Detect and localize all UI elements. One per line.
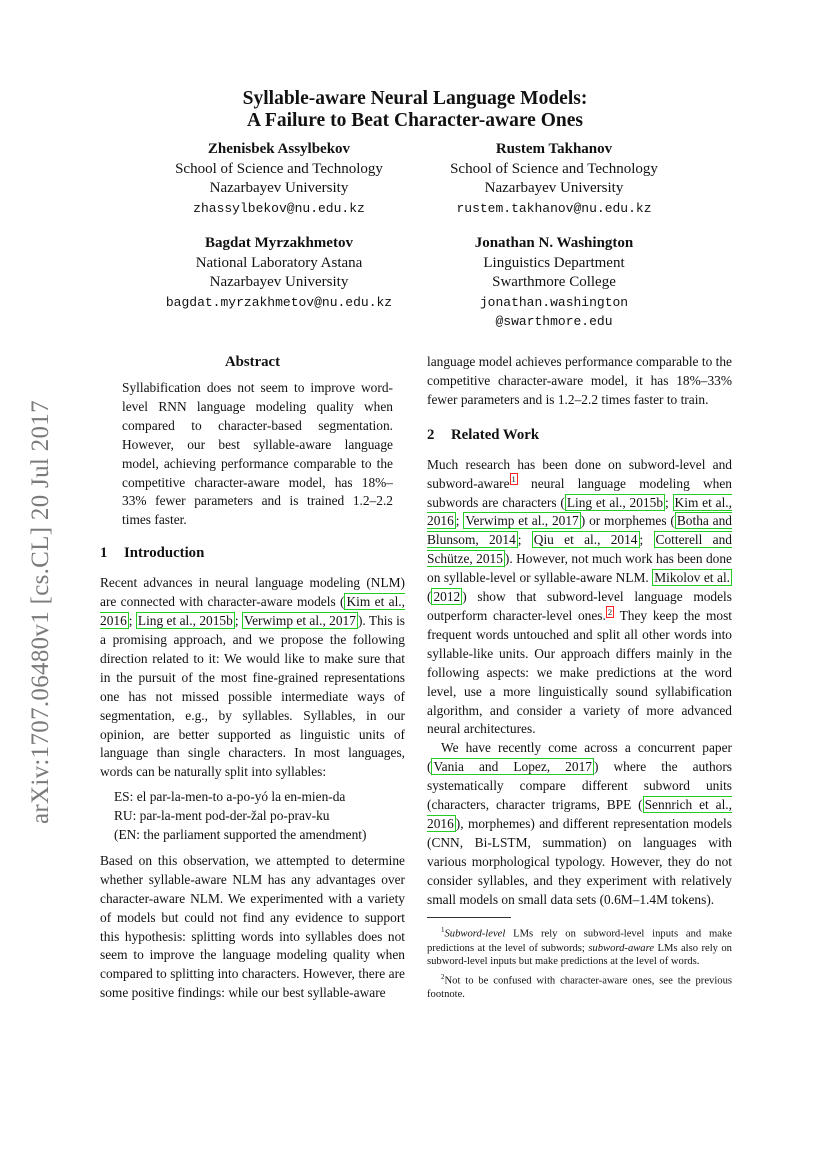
author-affiliation: Swarthmore College <box>492 274 616 290</box>
paper-title <box>100 88 730 132</box>
author-block-3 <box>130 234 428 312</box>
text-run: ), morphemes) and different representation models (CNN, Bi-LSTM, summation) on languages with various morphological typology. However, they do not consider syllables, and they experiment with relatively small models on small data sets (0.6M–1.4M tokens). <box>427 815 732 907</box>
text-run: Recent advances in neural language modeling (NLM) are connected with character-aware models ( <box>100 575 405 610</box>
author-name: Zhenisbek Assylbekov <box>207 141 351 157</box>
citation-link[interactable]: Mikolov et al. <box>654 570 731 586</box>
right-column <box>427 353 732 1002</box>
text-run: ) or morphemes ( <box>580 513 675 529</box>
author-affiliation: National Laboratory Astana <box>195 254 363 271</box>
citation-link[interactable]: Vania and Lopez, 2017 <box>433 759 592 775</box>
author-name: Jonathan N. Washington <box>474 235 634 251</box>
left-column <box>100 352 405 1003</box>
footnote-2 <box>427 971 732 1002</box>
title-line-2: A Failure to Beat Character-aware Ones <box>247 110 583 131</box>
example-spanish: ES: el par-la-men-to a-po-yó la en-mien-da <box>114 789 346 805</box>
author-name: Rustem Takhanov <box>495 141 613 157</box>
citation-link[interactable]: Cotterell and Schütze, 2015 <box>427 532 732 567</box>
example-russian: RU: par-la-ment pod-der-žal po-prav-ku <box>114 808 330 824</box>
section-title: Introduction <box>124 545 205 562</box>
text-run: ). This is a promising approach, and we propose the following direction related to it: We would like to make sure that in the pursuit of the most fine-grained representations one has not missed possible intermediate ways of segmentation, e.g., by syllables. Syllables, in our opinion, are better supported as linguistic units of language than single characters. In most languages, words can be naturally split into syllables: <box>100 613 406 780</box>
arxiv-identifier-stamp: arXiv:1707.06480v1 [cs.CL] 20 Jul 2017 <box>27 400 54 824</box>
intro-paragraph-2: Based on this observation, we attempted to determine whether syllable-aware NLM has any advantages over character-aware NLM. We experimented with a variety of models but could not find any evidence to support this hypothesis: splitting words into syllables does not seem to improve the language modeling quality when compared to splitting into characters. However, there are some positive findings: while our best syllable-aware <box>100 852 405 1001</box>
abstract-body: Syllabification does not seem to improve word-level RNN language modeling quality when compared to character-based segmentation. However, our best syllable-aware language model, achieving performance comparable to the competitive character-aware model, has 18%–33% fewer parameters and is trained 1.2–2.2 times faster. <box>122 380 393 528</box>
intro-paragraph-2-continued: language model achieves performance comparable to the competitive character-aware model, it has 18%–33% fewer parameters and is 1.2–2.2 times faster to train. <box>427 354 732 407</box>
footnote-number: 2 <box>441 972 445 981</box>
author-affiliation: School of Science and Technology <box>175 160 383 177</box>
footnote-term: Subword-level <box>444 929 506 940</box>
citation-link[interactable]: Kim et al., 2016 <box>100 594 405 629</box>
related-paragraph-1: Much research has been done on subword-level and subword-aware $^1$ neural language modeling when subwords are characters ( Ling et al., 2015b ; Kim et al., 2016 ; Verwimp et al., 2017 ) or morphemes ( Botha and Blunsom, 2014 ; Qiu et al., 2014 ; Cotterell and Schütze, 2015 ). However, not much work has been done on syllable-level or syllable-aware NLM. Mikolov et al. ( 2012 ) show that subword-level language models outperform character-level ones. $^2$ They keep the most frequent words untouched and split all other words into syllable-like units. Our approach differs mainly in the following aspects: we make predictions at the word level, use a more linguistically sound syllabification algorithm, and consider a variety of more advanced neural architectures. <box>427 456 733 737</box>
abstract-heading: Abstract <box>224 354 281 370</box>
footnote-marker[interactable]: 2 <box>607 606 613 617</box>
title-line-1: Syllable-aware Neural Language Models: <box>242 88 588 109</box>
author-name: Bagdat Myrzakhmetov <box>205 235 353 251</box>
text-run: LMs also rely on subword-level inputs but make predictions at the level of words. <box>427 942 732 968</box>
author-affiliation: Nazarbayev University <box>484 180 624 196</box>
author-email[interactable]: rustem.takhanov@nu.edu.kz <box>456 200 652 216</box>
author-affiliation: Linguistics Department <box>483 254 625 271</box>
author-email-line-2[interactable]: @swarthmore.edu <box>495 314 613 329</box>
footnote-marker[interactable]: 1 <box>511 474 516 485</box>
footnote-term: subword-aware <box>588 942 655 954</box>
text-run: ) show that subword-level language models outperform character-level ones. <box>427 589 732 623</box>
author-block-2 <box>424 140 684 218</box>
section-number: 1 <box>100 545 108 562</box>
citation-link[interactable]: Ling et al., 2015b <box>566 494 664 510</box>
section-heading-related-work <box>427 425 732 445</box>
citation-link[interactable]: 2012 <box>433 589 461 605</box>
citation-link[interactable]: Verwimp et al., 2017 <box>465 513 579 529</box>
section-heading-introduction <box>100 543 405 563</box>
text-run: LMs rely on subword-level inputs and make predictions at the level of subwords; <box>427 929 732 954</box>
citation-link[interactable]: Botha and Blunsom, 2014 <box>427 513 733 548</box>
citation-link[interactable]: Qiu et al., 2014 <box>533 532 638 548</box>
author-affiliation: Nazarbayev University <box>209 180 349 196</box>
author-email-line-1[interactable]: jonathan.washington <box>479 294 629 310</box>
text-run: ). However, not much work has been done on syllable-level or syllable-aware NLM. <box>427 551 732 586</box>
text-run: ) where the authors systematically compare different subword units (characters, character trigrams, BPE ( <box>427 759 733 813</box>
text-run: ( <box>427 589 432 605</box>
author-email[interactable]: bagdat.myrzakhmetov@nu.edu.kz <box>165 294 393 310</box>
section-number: 2 <box>427 426 435 443</box>
text-run: Not to be confused with character-aware ones, see the previous footnote. <box>427 975 732 1000</box>
citation-link[interactable]: Sennrich et al., 2016 <box>427 797 732 831</box>
text-run: Much research has been done on subword-level and subword-aware <box>427 456 732 491</box>
author-affiliation: Nazarbayev University <box>209 274 349 290</box>
related-paragraph-2 <box>427 739 732 909</box>
text-run: They keep the most frequent words untouched and split all other words into syllable-like units. Our approach differs mainly in the following aspects: we make predictions at the word level, use a more linguistically sound syllabification algorithm, and consider a variety of more advanced neural architectures. <box>427 607 733 737</box>
footnote-number: 1 <box>441 926 445 935</box>
citation-link[interactable]: Ling et al., 2015b <box>137 613 233 629</box>
example-english: (EN: the parliament supported the amendment) <box>114 827 367 843</box>
intro-paragraph-1: Recent advances in neural language modeling (NLM) are connected with character-aware models ( Kim et al., 2016 ; Ling et al., 2015b ; Verwimp et al., 2017 ). This is a promising approach, and we propose the following direction related to it: We would like to make sure that in the pursuit of the most fine-grained representations one has not missed possible intermediate ways of segmentation, e.g., by syllables. Syllables, in our opinion, are better supported as linguistic units of language than single characters. In most languages, words can be naturally split into syllables: <box>100 575 406 780</box>
syllable-examples <box>100 788 405 845</box>
author-email[interactable]: zhassylbekov@nu.edu.kz <box>193 200 365 216</box>
section-title: Related Work <box>451 426 540 443</box>
citation-link[interactable]: Kim et al., 2016 <box>427 494 732 529</box>
footnote-1 <box>427 924 732 968</box>
text-run: neural language modeling when subwords are characters ( <box>427 475 732 510</box>
author-affiliation: School of Science and Technology <box>450 160 658 177</box>
citation-link[interactable]: Verwimp et al., 2017 <box>243 613 356 629</box>
author-block-1 <box>148 140 410 218</box>
text-run: We have recently come across a concurrent paper ( <box>427 740 732 775</box>
footnote-divider <box>427 917 511 918</box>
author-block-4 <box>424 234 684 332</box>
